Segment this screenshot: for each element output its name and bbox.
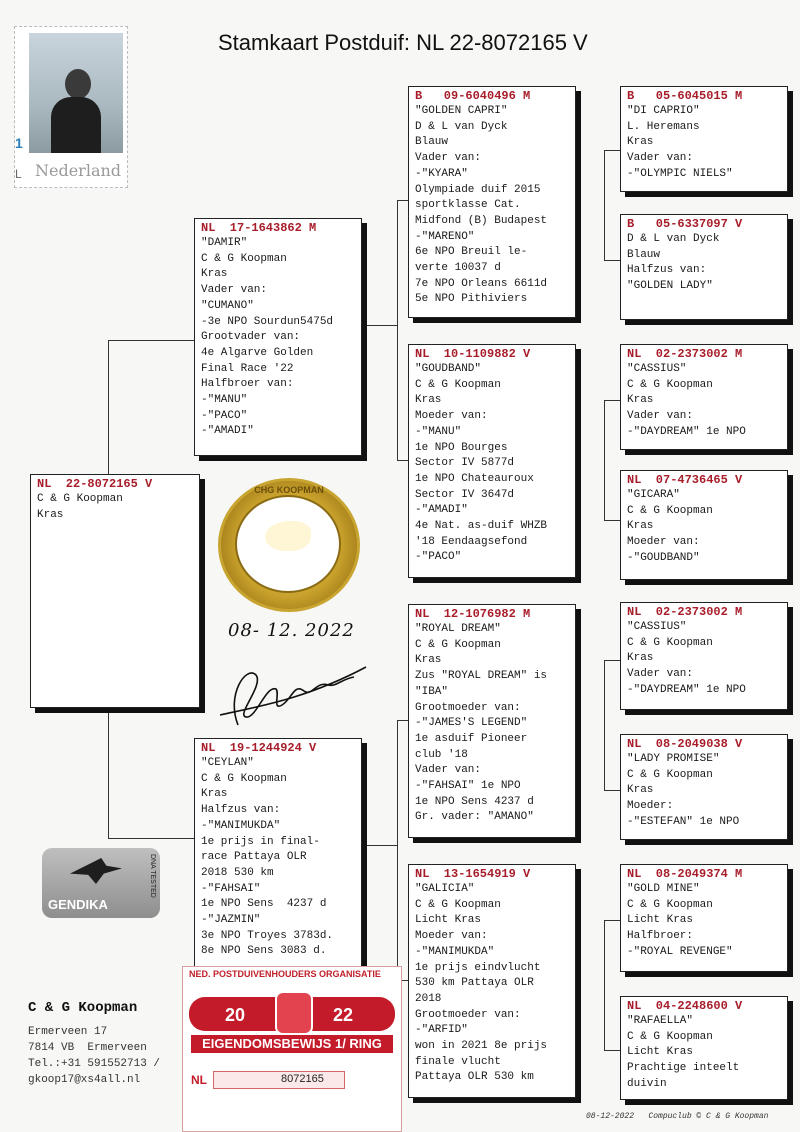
ring-number: NL 08-2049374 M	[627, 867, 743, 881]
connector	[397, 720, 408, 721]
card-line: -3e NPO Sourdun5475d	[201, 315, 334, 328]
card-line: Moeder:	[627, 800, 674, 813]
card-line: verte 10037 d	[415, 262, 501, 275]
card-line: C & G Koopman	[627, 378, 713, 391]
connector	[604, 150, 620, 151]
connector	[604, 790, 620, 791]
pigeon-card-father	[194, 218, 362, 456]
pigeon-card-subject	[30, 474, 200, 708]
card-line: Vader van:	[627, 152, 694, 165]
card-line: Kras	[415, 394, 442, 407]
pigeon-card-mff	[620, 602, 788, 710]
koopman-seal	[218, 478, 360, 612]
card-line: C & G Koopman	[627, 636, 713, 649]
ring-number: NL 02-2373002 M	[627, 347, 743, 361]
card-line: C & G Koopman	[627, 898, 713, 911]
card-line: Grootvader van:	[201, 331, 301, 344]
card-line: "ROYAL DREAM"	[415, 623, 501, 635]
card-line: 5e NPO Pithiviers	[415, 293, 528, 306]
card-line: Halfzus van:	[201, 804, 281, 817]
connector	[604, 400, 620, 401]
card-line: 6e NPO Breuil le-	[415, 246, 528, 259]
year-left: 20	[225, 1005, 246, 1025]
card-line: Olympiade duif 2015	[415, 183, 541, 196]
card-line: sportklasse Cat.	[415, 199, 521, 212]
pigeon-card-mfm	[620, 734, 788, 840]
pigeon-card-mmm	[620, 996, 788, 1100]
card-line: Kras	[627, 394, 654, 407]
connector	[604, 150, 605, 260]
card-line: Licht Kras	[627, 914, 694, 927]
card-line: C & G Koopman	[415, 898, 501, 911]
connector	[604, 1050, 620, 1051]
card-line: Vader van:	[201, 284, 268, 297]
card-line: -"MANU"	[415, 425, 462, 438]
ring-number: NL 07-4736465 V	[627, 473, 743, 487]
card-line: Grootmoeder van:	[415, 1008, 521, 1021]
seal-text: CHG KOOPMAN	[254, 485, 324, 495]
card-line: Vader van:	[627, 410, 694, 423]
card-line: -"AMADI"	[415, 504, 468, 517]
card-line: -"DAYDREAM" 1e NPO	[627, 683, 746, 696]
stamp-corner-mark: L	[15, 167, 22, 181]
card-line: Grootmoeder van:	[415, 701, 521, 714]
card-line: "GOUDBAND"	[415, 363, 482, 375]
card-line: -"GOUDBAND"	[627, 551, 700, 564]
ring-number: NL 22-8072165 V	[37, 477, 153, 491]
card-line: -"JAMES'S LEGEND"	[415, 717, 528, 730]
card-line: "IBA"	[415, 685, 449, 698]
card-line: "LADY PROMISE"	[627, 753, 720, 765]
connector	[108, 340, 194, 341]
card-line: "GOLDEN LADY"	[627, 280, 713, 293]
card-line: "CUMANO"	[201, 299, 254, 312]
card-line: Kras	[201, 788, 228, 801]
card-line: C & G Koopman	[37, 493, 123, 505]
card-line: "RAFAELLA"	[627, 1015, 694, 1027]
card-line: -"KYARA"	[415, 167, 468, 180]
signature-date: 08- 12. 2022	[228, 620, 355, 641]
ring-number-field	[213, 1071, 345, 1089]
signature	[216, 655, 376, 735]
owner-email: gkoop17@xs4all.nl	[28, 1074, 141, 1086]
postage-stamp	[14, 26, 128, 188]
pigeon-card-mother	[194, 738, 362, 970]
ring-number: NL 12-1076982 M	[415, 607, 531, 621]
connector	[397, 460, 408, 461]
card-line: Vader van:	[415, 152, 482, 165]
card-line: Sector IV 5877d	[415, 457, 515, 470]
card-line: -"JAZMIN"	[201, 914, 261, 927]
card-line: "CASSIUS"	[627, 363, 687, 375]
connector	[364, 845, 398, 846]
card-line: -"ARFID"	[415, 1024, 468, 1037]
card-line: "GOLDEN CAPRI"	[415, 105, 508, 117]
card-line: Vader van:	[627, 668, 694, 681]
card-line: L. Heremans	[627, 120, 700, 133]
footer-credit: 08-12-2022 Compuclub © C & G Koopman	[586, 1112, 769, 1121]
card-line: -"OLYMPIC NIELS"	[627, 167, 733, 180]
card-line: -"ESTEFAN" 1e NPO	[627, 815, 740, 828]
card-line: Licht Kras	[627, 1046, 694, 1059]
card-line: C & G Koopman	[627, 768, 713, 781]
card-line: Final Race '22	[201, 362, 294, 375]
owner-block	[28, 1000, 160, 1088]
card-line: Moeder van:	[415, 930, 488, 943]
card-line: "GOLD MINE"	[627, 883, 700, 895]
gendika-label: GENDIKA	[48, 897, 108, 912]
connector	[604, 920, 605, 1050]
card-line: 7e NPO Orleans 6611d	[415, 277, 548, 290]
card-line: C & G Koopman	[201, 252, 287, 265]
card-line: C & G Koopman	[627, 1030, 713, 1043]
bird-icon	[70, 858, 122, 884]
card-line: finale vlucht	[415, 1055, 501, 1068]
card-line: Halfbroer:	[627, 930, 694, 943]
card-line: won in 2021 8e prijs	[415, 1040, 548, 1053]
card-line: '18 Eendaagsefond	[415, 535, 528, 548]
connector	[108, 708, 109, 838]
card-line: -"MANIMUKDA"	[415, 945, 495, 958]
card-line: club '18	[415, 748, 468, 761]
pigeon-card-fmm	[620, 470, 788, 580]
connector	[397, 200, 398, 460]
card-line: Kras	[415, 654, 442, 667]
ring-number: B 05-6337097 V	[627, 217, 743, 231]
connector	[108, 340, 109, 474]
ring-number: NL 10-1109882 V	[415, 347, 531, 361]
pigeon-card-ff	[408, 86, 576, 318]
card-line: 8e NPO Sens 3083 d.	[201, 945, 327, 958]
connector	[108, 838, 194, 839]
card-line: Zus "ROYAL DREAM" is	[415, 670, 548, 683]
card-line: 2018 530 km	[201, 866, 274, 879]
card-line: -"MANIMUKDA"	[201, 819, 281, 832]
card-line: C & G Koopman	[415, 378, 501, 391]
card-line: "DAMIR"	[201, 237, 248, 249]
card-line: 3e NPO Troyes 3783d.	[201, 929, 334, 942]
pigeon-card-mmf	[620, 864, 788, 972]
lion-crest-icon	[275, 991, 313, 1035]
card-line: Gr. vader: "AMANO"	[415, 811, 534, 824]
pigeon-card-ffm	[620, 214, 788, 320]
card-line: Licht Kras	[415, 914, 482, 927]
ring-country: NL	[191, 1073, 207, 1087]
owner-phone: Tel.:+31 591552713 /	[28, 1058, 161, 1070]
card-line: race Pattaya OLR	[201, 851, 307, 864]
stamp-photo	[29, 33, 123, 153]
pigeon-card-mm	[408, 864, 576, 1098]
stamp-value: 1	[15, 135, 23, 151]
pigeon-icon	[265, 521, 311, 551]
pigeon-card-fmf	[620, 344, 788, 450]
connector	[604, 400, 605, 520]
card-line: 1e prijs in final-	[201, 835, 320, 848]
owner-address-line: Ermerveen 17	[28, 1026, 108, 1038]
card-line: Pattaya OLR 530 km	[415, 1071, 534, 1084]
connector	[364, 325, 398, 326]
card-line: Vader van:	[415, 764, 482, 777]
card-line: Kras	[627, 136, 654, 149]
card-line: Sector IV 3647d	[415, 488, 515, 501]
card-line: "GALICIA"	[415, 883, 475, 895]
card-line: D & L van Dyck	[627, 233, 720, 245]
connector	[604, 660, 605, 790]
card-line: Prachtige inteelt	[627, 1062, 740, 1075]
card-line: 2018	[415, 992, 442, 1005]
card-line: -"AMADI"	[201, 425, 254, 438]
ownership-ring-card	[182, 966, 402, 1132]
card-line: 1e NPO Sens 4237 d	[415, 795, 534, 808]
card-line: -"FAHSAI"	[201, 882, 261, 895]
ring-org: NED. POSTDUIVENHOUDERS ORGANISATIE	[189, 969, 381, 979]
owner-address-line: 7814 VB Ermerveen	[28, 1042, 147, 1054]
card-line: "DI CAPRIO"	[627, 105, 700, 117]
card-line: Kras	[627, 520, 654, 533]
card-line: 530 km Pattaya OLR	[415, 977, 534, 990]
card-line: "CASSIUS"	[627, 621, 687, 633]
ring-number: NL 02-2373002 M	[627, 605, 743, 619]
ring-number: B 09-6040496 M	[415, 89, 531, 103]
card-line: duivin	[627, 1077, 667, 1090]
card-line: -"MANU"	[201, 394, 248, 407]
card-line: D & L van Dyck	[415, 120, 508, 133]
card-line: Blauw	[415, 136, 449, 149]
ring-number: NL 08-2049038 V	[627, 737, 743, 751]
card-line: 1e NPO Chateauroux	[415, 472, 534, 485]
connector	[397, 200, 408, 201]
gendika-badge	[42, 848, 160, 918]
card-line: -"FAHSAI" 1e NPO	[415, 780, 521, 793]
card-line: 1e NPO Bourges	[415, 441, 508, 454]
ownership-title: EIGENDOMSBEWIJS 1/ RING	[191, 1035, 393, 1053]
card-line: -"PACO"	[201, 409, 248, 422]
card-line: 1e asduif Pioneer	[415, 732, 528, 745]
card-line: Blauw	[627, 248, 661, 261]
card-line: C & G Koopman	[627, 504, 713, 517]
ring-number-value: 8072165	[281, 1073, 324, 1085]
card-line: Kras	[201, 268, 228, 281]
card-line: Moeder van:	[627, 536, 700, 549]
card-line: 4e Nat. as-duif WHZB	[415, 520, 548, 533]
card-line: "CEYLAN"	[201, 757, 254, 769]
page-title: Stamkaart Postduif: NL 22-8072165 V	[218, 30, 588, 55]
card-line: -"DAYDREAM" 1e NPO	[627, 425, 746, 438]
pigeon-card-mf	[408, 604, 576, 838]
card-line: Midfond (B) Budapest	[415, 214, 548, 227]
card-line: Halfzus van:	[627, 264, 707, 277]
connector	[397, 720, 398, 980]
stamp-country: Nederland	[35, 161, 122, 180]
card-line: C & G Koopman	[201, 772, 287, 785]
ring-number: B 05-6045015 M	[627, 89, 743, 103]
card-line: Kras	[627, 784, 654, 797]
ring-number: NL 04-2248600 V	[627, 999, 743, 1013]
card-line: -"PACO"	[415, 551, 462, 564]
card-line: 1e prijs eindvlucht	[415, 961, 541, 974]
owner-name: C & G Koopman	[28, 1000, 138, 1016]
card-line: C & G Koopman	[415, 638, 501, 651]
dna-tested-label: DNA TESTED	[149, 854, 156, 898]
connector	[604, 260, 620, 261]
card-line: -"ROYAL REVENGE"	[627, 945, 733, 958]
card-line: 4e Algarve Golden	[201, 346, 314, 359]
connector	[604, 920, 620, 921]
connector	[604, 660, 620, 661]
pigeon-card-fm	[408, 344, 576, 578]
card-line: -"MARENO"	[415, 230, 475, 243]
connector	[604, 520, 620, 521]
card-line: 1e NPO Sens 4237 d	[201, 898, 327, 911]
card-line: Kras	[627, 652, 654, 665]
year-right: 22	[333, 1005, 354, 1025]
card-line: Moeder van:	[415, 410, 488, 423]
ring-number: NL 19-1244924 V	[201, 741, 317, 755]
card-line: Kras	[37, 508, 64, 521]
ring-number: NL 13-1654919 V	[415, 867, 531, 881]
card-line: "GICARA"	[627, 489, 680, 501]
pigeon-card-fff	[620, 86, 788, 192]
card-line: Halfbroer van:	[201, 378, 294, 391]
ring-number: NL 17-1643862 M	[201, 221, 317, 235]
